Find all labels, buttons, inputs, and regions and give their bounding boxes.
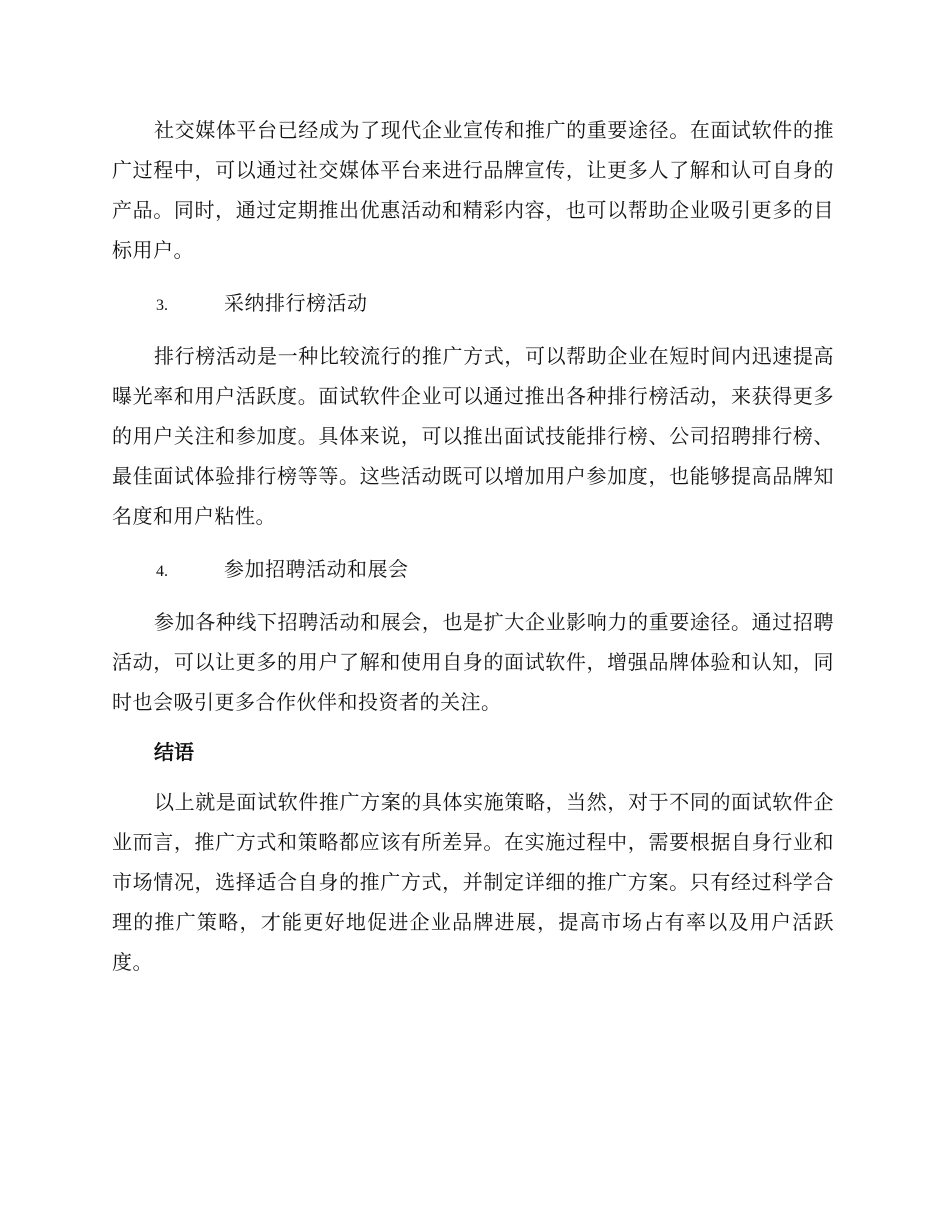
body-paragraph-ranking: 排行榜活动是一种比较流行的推广方式，可以帮助企业在短时间内迅速提高曝光率和用户活跃度。面试软件企业可以通过推出各种排行榜活动，来获得更多的用户关注和参加度。具体来说，可以推出面试技能排行榜、公司招聘排行榜、最佳面试体验排行榜等等。这些活动既可以增加用户参加度，也能够提高品牌知名度和用户粘性。	[112, 344, 834, 528]
list-title: 采纳排行榜活动	[224, 291, 368, 315]
document-page	[112, 110, 834, 982]
body-paragraph-social-media: 社交媒体平台已经成为了现代企业宣传和推广的重要途径。在面试软件的推广过程中，可以通过社交媒体平台来进行品牌宣传，让更多人了解和认可自身的产品。同时，通过定期推出优惠活动和精彩内容，也可以帮助企业吸引更多的目标用户。	[112, 118, 834, 262]
body-paragraph-recruiting: 参加各种线下招聘活动和展会，也是扩大企业影响力的重要途径。通过招聘活动，可以让更多的用户了解和使用自身的面试软件，增强品牌体验和认知，同时也会吸引更多合作伙伴和投资者的关注。	[112, 610, 834, 714]
list-item-3	[112, 278, 834, 328]
list-number: 3.	[156, 297, 168, 314]
body-paragraph-conclusion: 以上就是面试软件推广方案的具体实施策略，当然，对于不同的面试软件企业而言，推广方式和策略都应该有所差异。在实施过程中，需要根据自身行业和市场情况，选择适合自身的推广方式，并制定详细的推广方案。只有经过科学合理的推广策略，才能更好地促进企业品牌进展，提高市场占有率以及用户活跃度。	[112, 790, 834, 974]
list-title: 参加招聘活动和展会	[224, 557, 409, 581]
list-number: 4.	[156, 563, 168, 580]
section-heading-conclusion: 结语	[154, 740, 194, 764]
list-item-4	[112, 544, 834, 594]
